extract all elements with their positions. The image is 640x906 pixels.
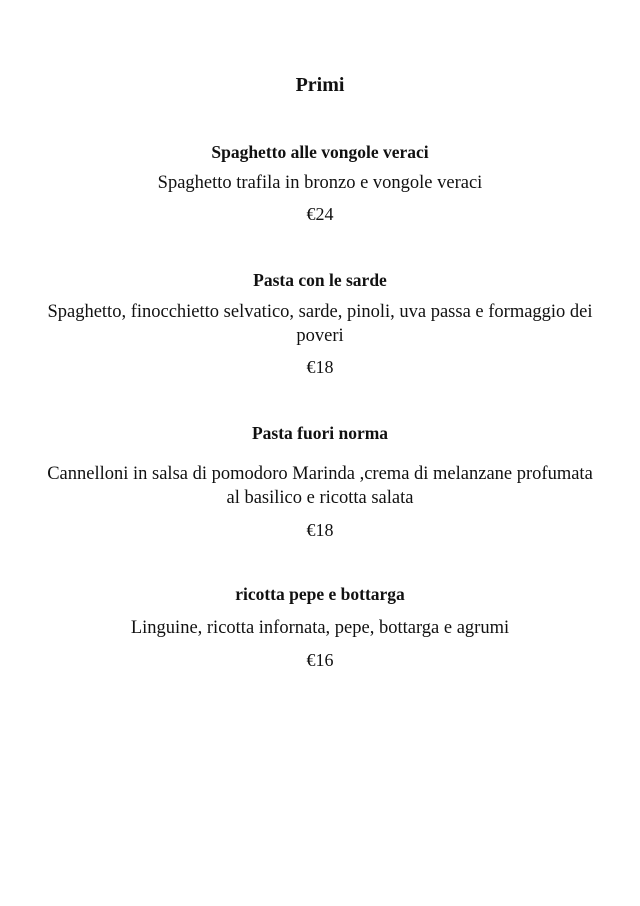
dish-price: €24 — [306, 204, 334, 224]
dish-price: €16 — [306, 650, 334, 670]
dish-description: Linguine, ricotta infornata, pepe, bottarga e agrumi — [130, 618, 510, 638]
dish-description-cont: poveri — [296, 326, 344, 346]
dish-description: Spaghetto, finocchietto selvatico, sarde, pinoli, uva passa e formaggio dei — [47, 302, 593, 322]
dish-name: ricotta pepe e bottarga — [235, 584, 405, 604]
dish-name: Spaghetto alle vongole veraci — [211, 142, 429, 162]
dish-name: Pasta fuori norma — [251, 423, 389, 443]
dish-description: Spaghetto trafila in bronzo e vongole veraci — [157, 173, 483, 193]
section-title: Primi — [295, 74, 345, 96]
dish-name: Pasta con le sarde — [253, 270, 387, 290]
dish-description-cont: al basilico e ricotta salata — [226, 488, 414, 508]
dish-price: €18 — [306, 520, 334, 540]
dish-price: €18 — [306, 357, 334, 377]
dish-description: Cannelloni in salsa di pomodoro Marinda ,crema di melanzane profumata — [47, 464, 593, 484]
